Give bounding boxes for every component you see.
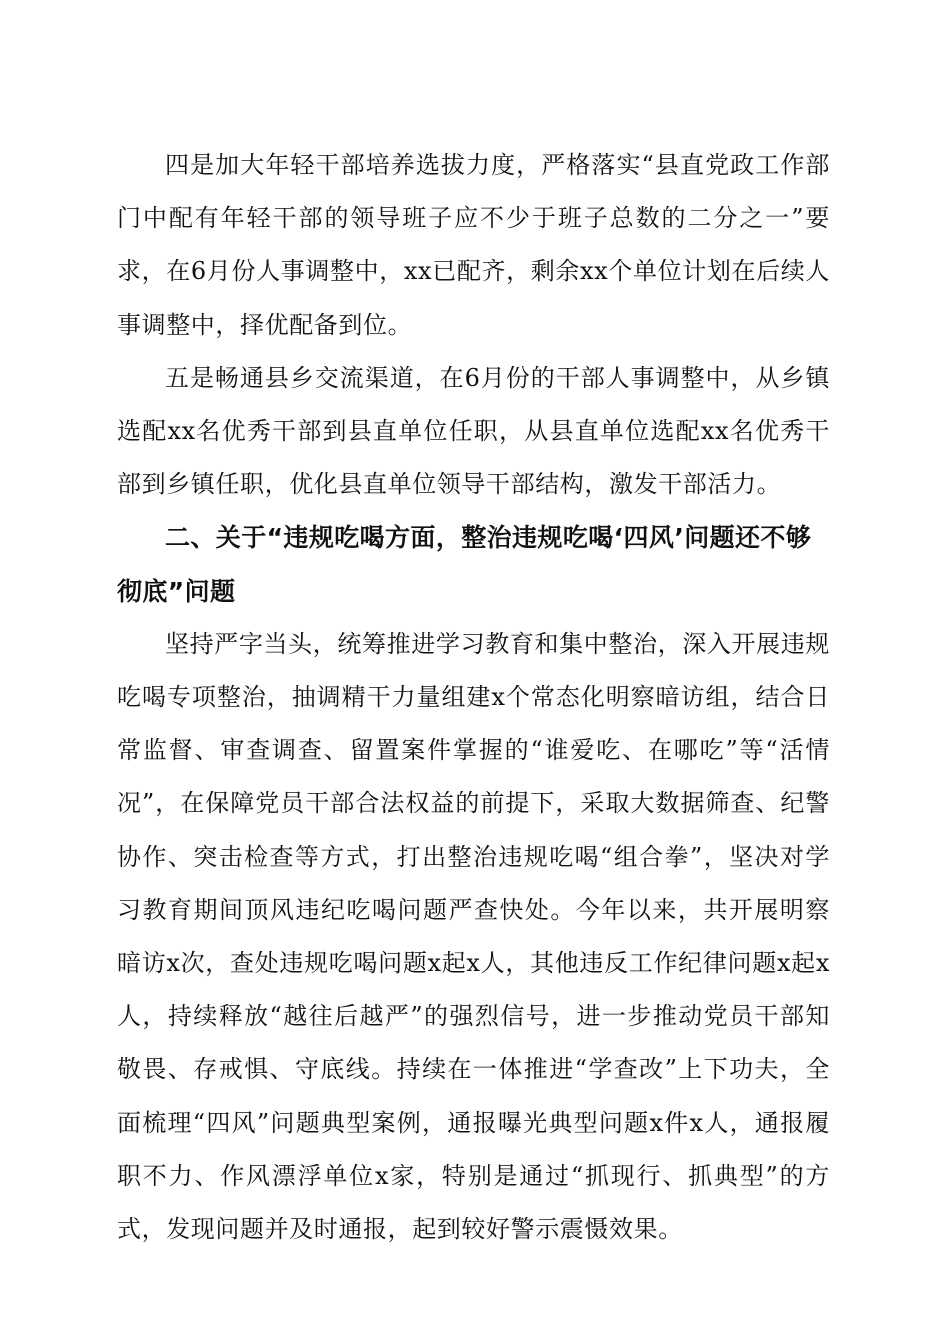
paragraph-county-township-exchange: 五是畅通县乡交流渠道，在6月份的干部人事调整中，从乡镇选配xx名优秀干部到县直单位任职，从县直单位选配xx名优秀干部到乡镇任职，优化县直单位领导干部结构，激发干部活力。 (117, 363, 830, 499)
paragraph-young-cadres: 四是加大年轻干部培养选拔力度，严格落实“县直党政工作部门中配有年轻干部的领导班子应不少于班子总数的二分之一”要求，在6月份人事调整中，xx已配齐，剩余xx个单位计划在后续人事调整中，择优配备到位。 (117, 151, 830, 339)
document-body (117, 139, 830, 1256)
paragraph-rectification: 坚持严字当头，统筹推进学习教育和集中整治，深入开展违规吃喝专项整治，抽调精干力量组建x个常态化明察暗访组，结合日常监督、审查调查、留置案件掌握的“谁爱吃、在哪吃”等“活情况”，在保障党员干部合法权益的前提下，采取大数据筛查、纪警协作、突击检查等方式，打出整治违规吃喝“组合拳”，坚决对学习教育期间顶风违纪吃喝问题严查快处。今年以来，共开展明察暗访x次，查处违规吃喝问题x起x人，其他违反工作纪律问题x起x人，持续释放“越往后越严”的强烈信号，进一步推动党员干部知敬畏、存戒惧、守底线。持续在一体推进“学查改”上下功夫，全面梳理“四风”问题典型案例，通报曝光典型问题x件x人，通报履职不力、作风漂浮单位x家，特别是通过“抓现行、抓典型”的方式，发现问题并及时通报，起到较好警示震慑效果。 (117, 629, 830, 1244)
section-heading: 二、关于“违规吃喝方面，整治违规吃喝‘四风’问题还不够彻底”问题 (117, 523, 812, 606)
